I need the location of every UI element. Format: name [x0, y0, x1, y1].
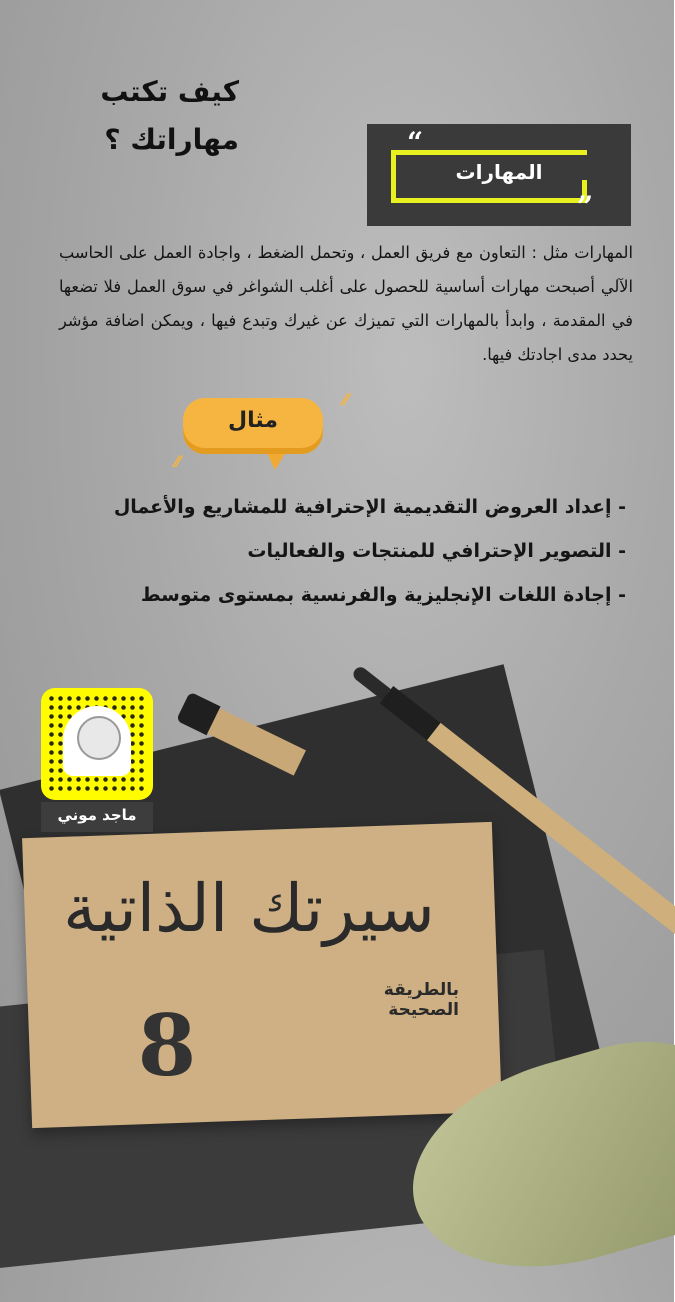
ghost-icon: [64, 706, 132, 776]
close-quote-mark: ”: [578, 190, 595, 223]
kraft-card: [23, 822, 503, 1128]
card-title: سيرتك الذاتية: [64, 870, 436, 947]
snapcode[interactable]: [42, 688, 154, 800]
card-subtitle: بالطريقة الصحيحة: [384, 980, 460, 1020]
heading-line-1: كيف تكتب: [101, 75, 240, 108]
episode-number: 8: [138, 996, 198, 1095]
open-quote-mark: “: [408, 126, 425, 159]
heading-line-2: مهاراتك ؟: [105, 123, 240, 156]
page-heading: [40, 68, 240, 164]
bullet-item: - إعداد العروض التقديمية الإحترافية للمشاريع والأعمال: [114, 496, 627, 518]
skills-label: المهارات: [456, 160, 544, 184]
avatar: [78, 716, 122, 760]
sparkle-icon: ⁄⁄: [176, 452, 182, 471]
snapcode-name: ماجد موني: [58, 806, 138, 824]
example-label: مثال: [229, 408, 279, 433]
skills-title-box: [368, 124, 632, 226]
skills-description: المهارات مثل : التعاون مع فريق العمل ، وتحمل الضغط ، واجادة العمل على الحاسب الآلي أصبحت مهارات أساسية للحصول على أغلب الشواغر في سوق العمل فلا تضعها في المقدمة ، وابدأ بالمهارات التي تميزك عن غيرك وتبدع فيها ، ويمكن اضافة مؤشر يحدد مدى اجادتك فيها.: [60, 243, 634, 364]
bullet-item: - التصوير الإحترافي للمنتجات والفعاليات: [248, 540, 627, 562]
sparkle-icon: ⁄⁄: [344, 390, 350, 409]
bullet-item: - إجادة اللغات الإنجليزية والفرنسية بمستوى متوسط: [141, 584, 627, 606]
